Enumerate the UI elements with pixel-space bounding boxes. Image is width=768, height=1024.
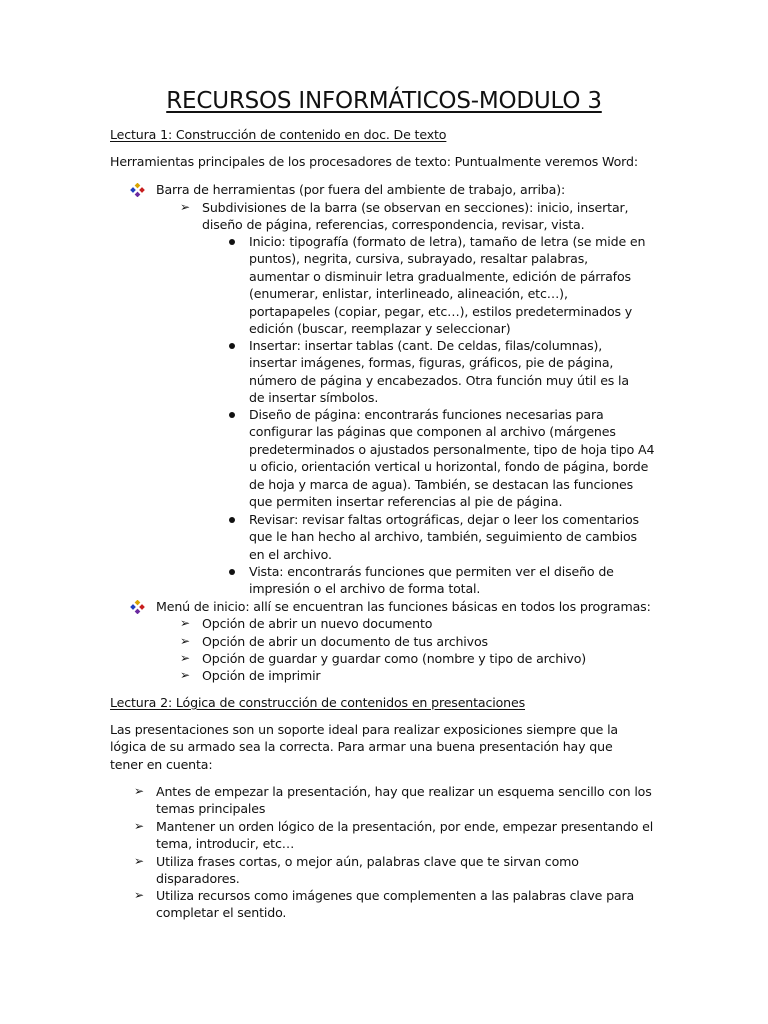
arrowhead-bullet-icon: ➢ xyxy=(134,819,144,833)
round-dot-icon xyxy=(229,412,235,418)
list-item-text: Antes de empezar la presentación, hay que realizar un esquema sencillo con los temas principales xyxy=(156,784,652,817)
list-item-text: Opción de guardar y guardar como (nombre y tipo de archivo) xyxy=(202,651,587,666)
list-item-text: Utiliza recursos como imágenes que complementen a las palabras clave para completar el sentido. xyxy=(156,888,635,921)
four-diamond-bullet-icon xyxy=(130,600,146,618)
round-dot-icon xyxy=(229,239,235,245)
list-item-diseno xyxy=(249,406,655,510)
list-item-text: Subdivisiones de la barra (se observan en secciones): inicio, insertar, diseño de página, referencias, correspondencia, revisar, vista. xyxy=(202,200,629,233)
round-dot-icon xyxy=(229,517,235,523)
list-item-subdivisiones xyxy=(180,199,638,234)
list-item-vista xyxy=(249,563,629,598)
list-item-insertar xyxy=(249,337,647,407)
list-item-text: Menú de inicio: allí se encuentran las funciones básicas en todos los programas: xyxy=(156,599,651,614)
list-item-text: Utiliza frases cortas, o mejor aún, palabras clave que te sirvan como disparadores. xyxy=(156,854,579,887)
list-item-text: Insertar: insertar tablas (cant. De celdas, filas/columnas), insertar imágenes, formas, figuras, gráficos, pie de página, número de página y encabezados. Otra función muy útil es la de insertar símbolos. xyxy=(249,338,629,406)
arrowhead-bullet-icon: ➢ xyxy=(180,651,190,665)
list-item-point xyxy=(134,783,656,818)
list-item-revisar xyxy=(249,511,651,563)
list-item-text: Opción de imprimir xyxy=(202,668,321,683)
list-item-menu xyxy=(156,598,676,615)
list-item-menu-option xyxy=(180,615,642,632)
list-item-text: Revisar: revisar faltas ortográficas, dejar o leer los comentarios que le han hecho al archivo, también, seguimiento de cambios en el archivo. xyxy=(249,512,639,562)
lectura2-heading: Lectura 2: Lógica de construcción de contenidos en presentaciones xyxy=(110,695,526,710)
arrowhead-bullet-icon: ➢ xyxy=(134,784,144,798)
list-item-point xyxy=(134,853,626,888)
lectura2-intro: Las presentaciones son un soporte ideal para realizar exposiciones siempre que la lógica de su armado sea la correcta. Para armar una buena presentación hay que tener en cuenta: xyxy=(110,722,618,772)
round-dot-icon xyxy=(229,343,235,349)
list-item-text: Diseño de página: encontrarás funciones necesarias para configurar las páginas que componen al archivo (márgenes predeterminados o ajustados personalmente, tipo de hoja tipo A4 u oficio, orientación vertical u horizontal, fondo de página, borde de hoja y marca de agua). También, se destacan las funciones que permiten insertar referencias al pie de página. xyxy=(249,407,655,510)
list-item-menu-option xyxy=(180,633,642,650)
lectura1-heading: Lectura 1: Construcción de contenido en doc. De texto xyxy=(110,127,447,142)
lectura1-intro: Herramientas principales de los procesadores de texto: Puntualmente veremos Word: xyxy=(110,154,638,169)
list-item-point xyxy=(134,887,646,922)
list-item-menu-option xyxy=(180,650,642,667)
round-dot-icon xyxy=(229,569,235,575)
list-item-text: Vista: encontrarás funciones que permiten ver el diseño de impresión o el archivo de forma total. xyxy=(249,564,614,597)
page-title: RECURSOS INFORMÁTICOS-MODULO 3 xyxy=(166,88,602,114)
arrowhead-bullet-icon: ➢ xyxy=(180,668,190,682)
list-item-barra xyxy=(156,181,636,198)
list-item-text: Mantener un orden lógico de la presentación, por ende, empezar presentando el tema, introducir, etc… xyxy=(156,819,654,852)
list-item-point xyxy=(134,818,656,853)
four-diamond-bullet-icon xyxy=(130,183,146,201)
arrowhead-bullet-icon: ➢ xyxy=(180,634,190,648)
arrowhead-bullet-icon: ➢ xyxy=(180,200,190,214)
list-item-text: Opción de abrir un documento de tus archivos xyxy=(202,634,488,649)
list-item-text: Inicio: tipografía (formato de letra), tamaño de letra (se mide en puntos), negrita, cursiva, subrayado, resaltar palabras, aumentar o disminuir letra gradualmente, edición de párrafos (enumerar, enlistar, interlineado, alineación, etc…), portapapeles (copiar, pegar, etc…), estilos predeterminados y edición (buscar, reemplazar y seleccionar) xyxy=(249,234,646,337)
list-item-text: Barra de herramientas (por fuera del ambiente de trabajo, arriba): xyxy=(156,182,566,197)
arrowhead-bullet-icon: ➢ xyxy=(180,616,190,630)
list-item-text: Opción de abrir un nuevo documento xyxy=(202,616,433,631)
arrowhead-bullet-icon: ➢ xyxy=(134,888,144,902)
list-item-menu-option xyxy=(180,667,642,684)
arrowhead-bullet-icon: ➢ xyxy=(134,854,144,868)
list-item-inicio xyxy=(249,233,647,337)
